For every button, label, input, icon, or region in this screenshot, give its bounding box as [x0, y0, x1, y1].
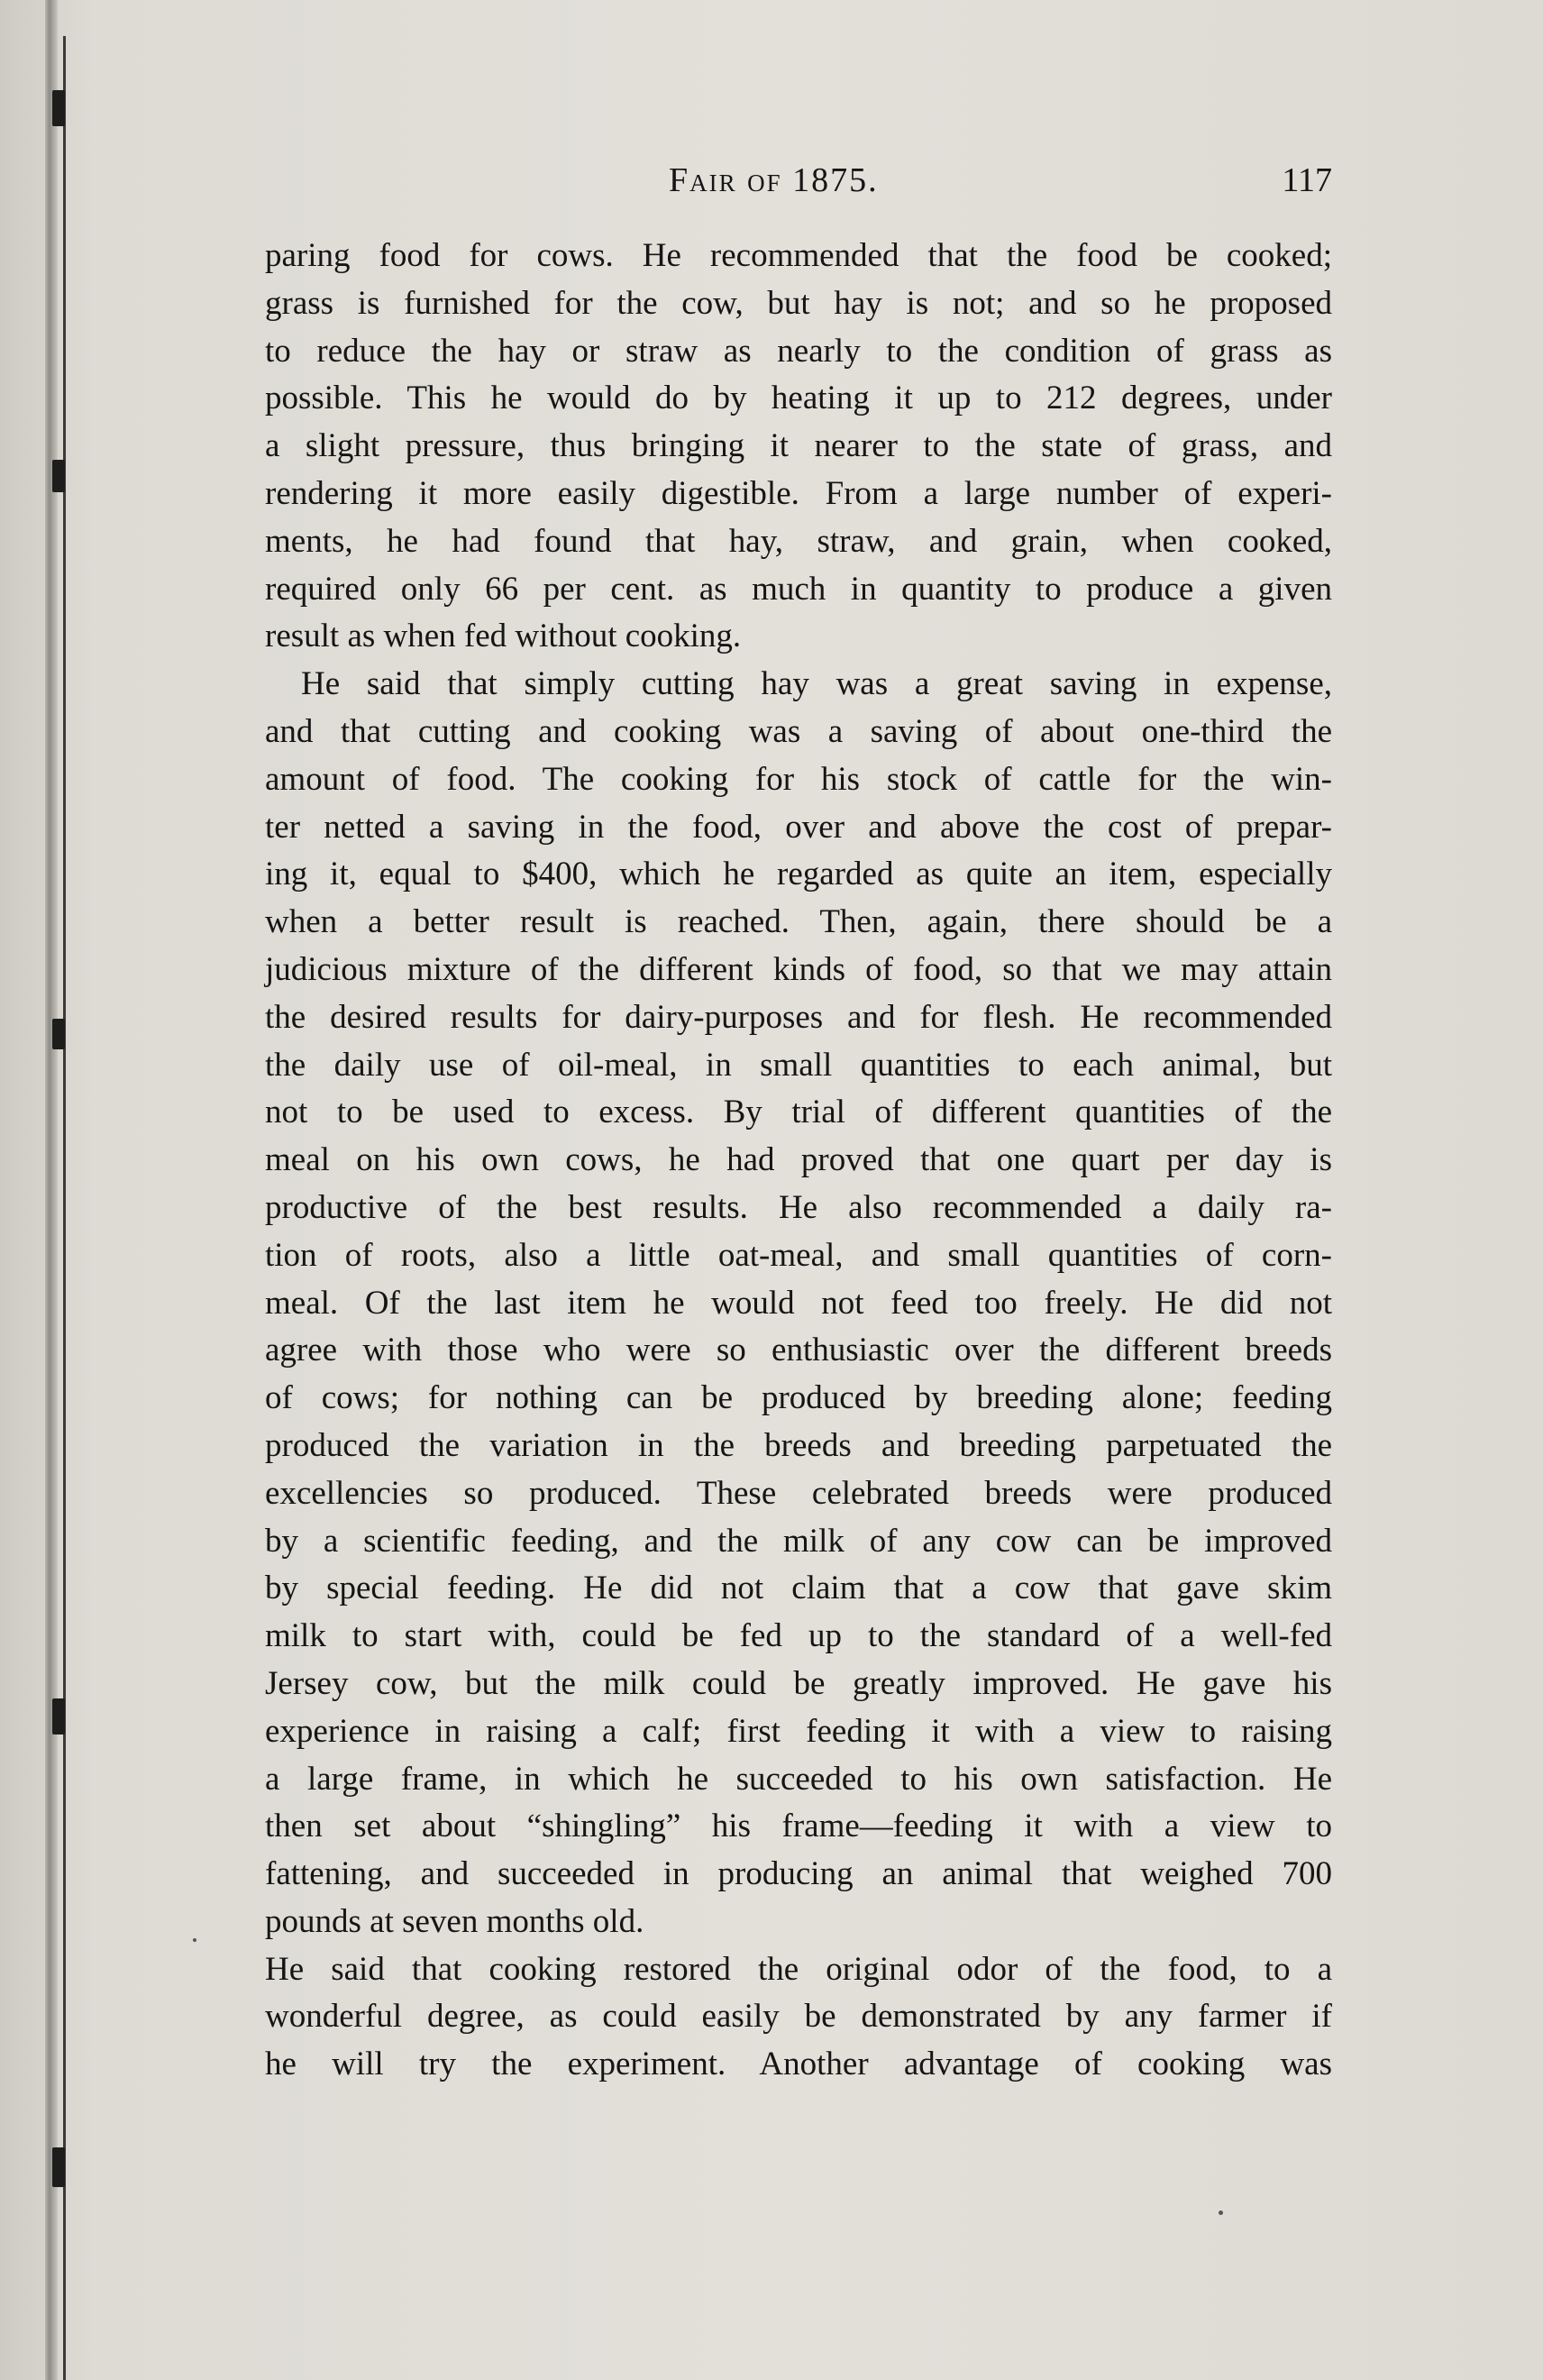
- text-line: ter netted a saving in the food, over and above the cost of prepar-: [265, 808, 1332, 846]
- text-line: of cows; for nothing can be produced by breeding alone; feeding: [265, 1379, 1332, 1417]
- ink-speck: [193, 1938, 196, 1942]
- ink-speck: [1219, 2211, 1223, 2215]
- text-line: ing it, equal to $400, which he regarded as quite an item, especially: [265, 856, 1332, 893]
- body-text: [265, 233, 1332, 2089]
- text-line: possible. This he would do by heating it up to 212 degrees, under: [265, 380, 1332, 417]
- binding-mark: [52, 2147, 65, 2187]
- text-line: to reduce the hay or straw as nearly to the condition of grass as: [265, 332, 1332, 370]
- text-line: Jersey cow, but the milk could be greatly improved. He gave his: [265, 1664, 1332, 1702]
- text-line: He said that simply cutting hay was a great saving in expense,: [301, 665, 1332, 703]
- binding-mark: [52, 90, 65, 126]
- text-line: ments, he had found that hay, straw, and grain, when cooked,: [265, 522, 1332, 560]
- text-line: fattening, and succeeded in producing an animal that weighed 700: [265, 1855, 1332, 1893]
- text-line: by a scientific feeding, and the milk of any cow can be improved: [265, 1522, 1332, 1560]
- binding-line: [63, 36, 66, 2380]
- text-line: required only 66 per cent. as much in quantity to produce a given: [265, 570, 1332, 608]
- text-line: He said that cooking restored the original odor of the food, to a: [265, 1950, 1332, 1988]
- text-line: by special feeding. He did not claim that a cow that gave skim: [265, 1570, 1332, 1607]
- text-line: meal on his own cows, he had proved that one quart per day is: [265, 1141, 1332, 1179]
- binding-edge: [45, 0, 58, 2380]
- text-line: wonderful degree, as could easily be demonstrated by any farmer if: [265, 1998, 1332, 2036]
- text-line: grass is furnished for the cow, but hay is not; and so he proposed: [265, 284, 1332, 322]
- text-line: then set about “shingling” his frame—feeding it with a view to: [265, 1808, 1332, 1845]
- text-line: judicious mixture of the different kinds of food, so that we may attain: [265, 950, 1332, 988]
- text-line: a slight pressure, thus bringing it nearer to the state of grass, and: [265, 427, 1332, 465]
- text-line: milk to start with, could be fed up to the standard of a well-fed: [265, 1617, 1332, 1655]
- text-line: experience in raising a calf; first feeding it with a view to raising: [265, 1712, 1332, 1750]
- text-line: rendering it more easily digestible. From a large number of experi-: [265, 474, 1332, 512]
- binding-mark: [52, 460, 65, 492]
- text-line: agree with those who were so enthusiastic over the different breeds: [265, 1332, 1332, 1369]
- text-line: when a better result is reached. Then, again, there should be a: [265, 903, 1332, 941]
- text-line: amount of food. The cooking for his stock of cattle for the win-: [265, 760, 1332, 798]
- page-number: 117: [1282, 161, 1332, 199]
- binding-mark: [52, 1698, 65, 1735]
- text-line: productive of the best results. He also recommended a daily ra-: [265, 1188, 1332, 1226]
- text-line: the desired results for dairy-purposes and for flesh. He recommended: [265, 998, 1332, 1036]
- text-line: paring food for cows. He recommended that the food be cooked;: [265, 237, 1332, 274]
- text-line: and that cutting and cooking was a saving of about one-third the: [265, 712, 1332, 750]
- text-line: not to be used to excess. By trial of different quantities of the: [265, 1094, 1332, 1131]
- text-line: the daily use of oil-meal, in small quantities to each animal, but: [265, 1046, 1332, 1084]
- running-title: Fair of 1875.: [669, 161, 879, 199]
- text-line: produced the variation in the breeds and breeding parpetuated the: [265, 1426, 1332, 1464]
- text-line: pounds at seven months old.: [265, 1902, 644, 1940]
- binding-mark: [52, 1019, 65, 1049]
- text-line: tion of roots, also a little oat-meal, and small quantities of corn-: [265, 1236, 1332, 1274]
- text-line: a large frame, in which he succeeded to his own satisfaction. He: [265, 1760, 1332, 1798]
- text-line: excellencies so produced. These celebrated breeds were produced: [265, 1474, 1332, 1512]
- running-head: [265, 160, 1332, 215]
- text-line: meal. Of the last item he would not feed too freely. He did not: [265, 1284, 1332, 1322]
- text-line: result as when fed without cooking.: [265, 618, 742, 655]
- text-line: he will try the experiment. Another advantage of cooking was: [265, 2046, 1332, 2083]
